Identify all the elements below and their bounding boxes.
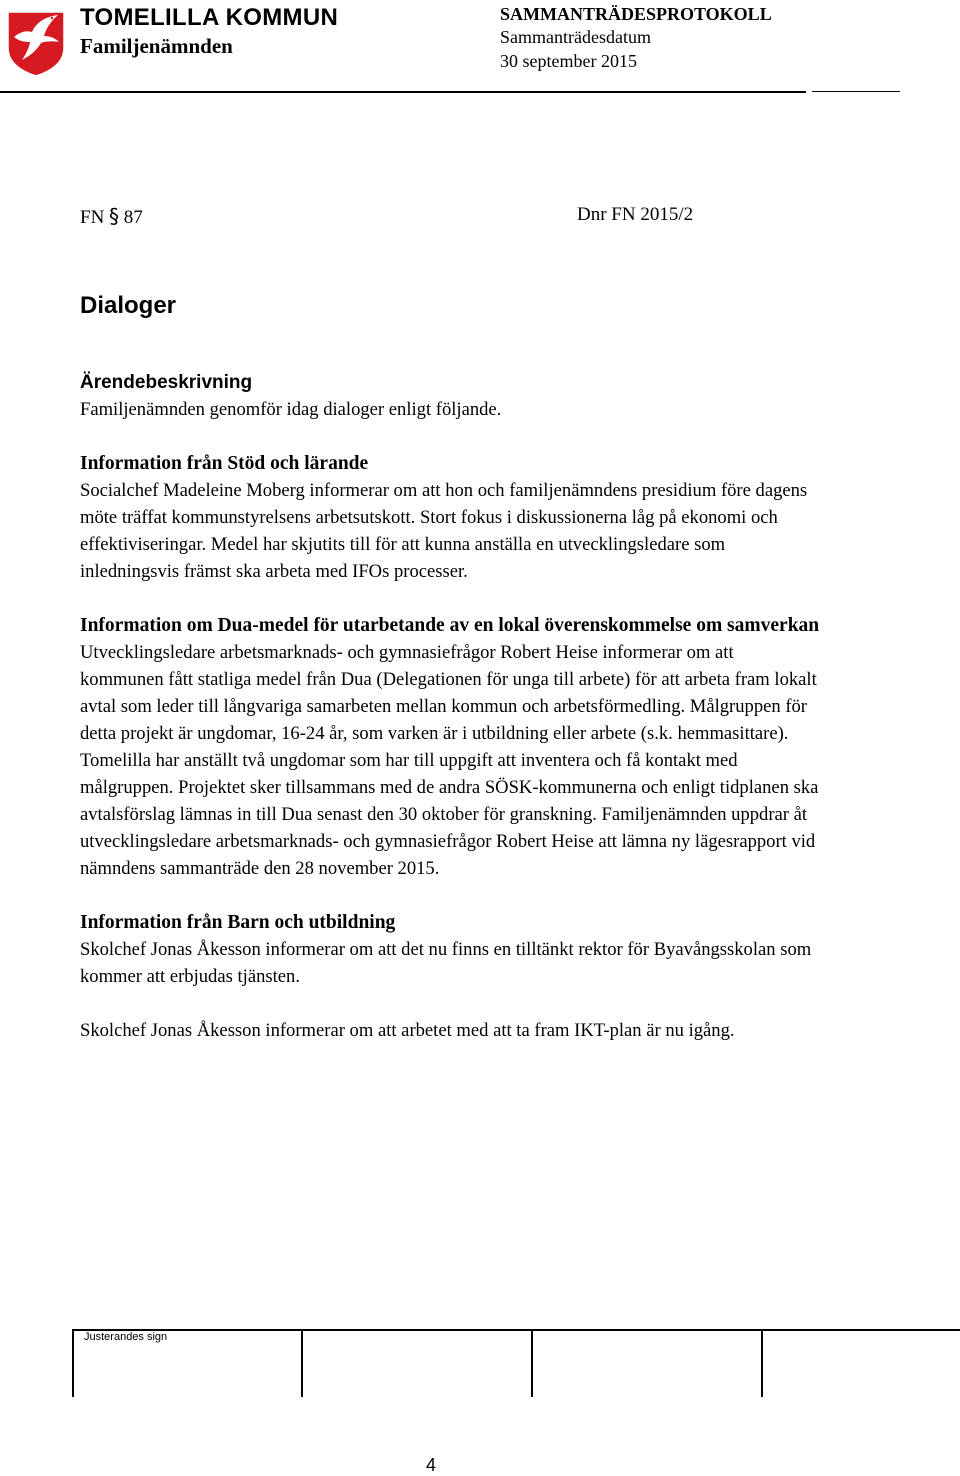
signature-cell-border (761, 1329, 763, 1397)
municipality-crest-icon (6, 10, 66, 78)
section-heading-stod: Information från Stöd och lärande (80, 453, 369, 474)
department-name: Familjenämnden (80, 34, 233, 58)
dua-text: Utvecklingsledare arbetsmarknads- och gymnasiefrågor Robert Heise informerar om att kommunen fått statliga medel från Dua (Delegationen för unga till arbete) för att arbeta fram lokalt avtal som leder till långvariga samarbeten mellan kommun och arbetsförmedling. Målgruppen för detta projekt är ungdomar, 16-24 år, som varken är i utbildning eller arbete (s.k. hemmasittare). Tomelilla har anställt två ungdomar som har till uppgift att inventera och få kontakt med målgruppen. Projektet sker tillsammans med de andra SÖSK-kommunerna och enligt tidplanen ska avtalsförslag lämnas in till Dua senast den 30 oktober för granskning. Familjenämnden uppdrar åt utvecklingsledare arbetsmarknads- och gymnasiefrågor Robert Heise att lämna ny lägesrapport vid nämndens sammanträde den 28 november 2015. (80, 642, 819, 879)
paragraph-sign: § (109, 204, 120, 228)
justerandes-sign-label: Justerandes sign (84, 1331, 168, 1343)
header-divider (0, 91, 806, 93)
case-number (80, 204, 143, 229)
header-divider-short (812, 91, 900, 92)
signature-table-top-border (72, 1329, 960, 1331)
page-number: 4 (426, 1455, 437, 1475)
signature-cell-border (72, 1329, 74, 1397)
section-heading-dua: Information om Dua-medel för utarbetande av en lokal överenskommelse om samverkan (80, 615, 820, 636)
diary-number: Dnr FN 2015/2 (577, 204, 694, 225)
protocol-body (80, 369, 820, 1044)
section-heading-arendebeskrivning: Ärendebeskrivning (80, 372, 253, 393)
page-title: Dialoger (80, 292, 177, 319)
arende-text: Familjenämnden genomför idag dialoger enligt följande. (80, 399, 502, 420)
meeting-date: 30 september 2015 (500, 51, 637, 71)
signature-cell-border (531, 1329, 533, 1397)
document-type: SAMMANTRÄDESPROTOKOLL (500, 4, 772, 24)
case-prefix: FN (80, 207, 105, 228)
signature-cell-border (301, 1329, 303, 1397)
section-heading-barn: Information från Barn och utbildning (80, 912, 396, 933)
stod-text: Socialchef Madeleine Moberg informerar om att hon och familjenämndens presidium före dagens möte träffat kommunstyrelsens arbetsutskott. Stort fokus i diskussionerna låg på ekonomi och effektiviseringar. Medel har skjutits till för att kunna anställa en utvecklingsledare som inledningsvis främst ska arbeta med IFOs processer. (80, 480, 808, 582)
signature-table (72, 1329, 960, 1397)
barn-text-ikt: Skolchef Jonas Åkesson informerar om att arbetet med att ta fram IKT-plan är nu igång. (80, 1020, 735, 1041)
organization-name: TOMELILLA KOMMUN (80, 4, 339, 31)
paragraph-number: 87 (123, 207, 143, 228)
meeting-date-label: Sammanträdesdatum (500, 27, 651, 47)
barn-text-rektor: Skolchef Jonas Åkesson informerar om att det nu finns en tilltänkt rektor för Byavångsskolan som kommer att erbjudas tjänsten. (80, 939, 812, 987)
